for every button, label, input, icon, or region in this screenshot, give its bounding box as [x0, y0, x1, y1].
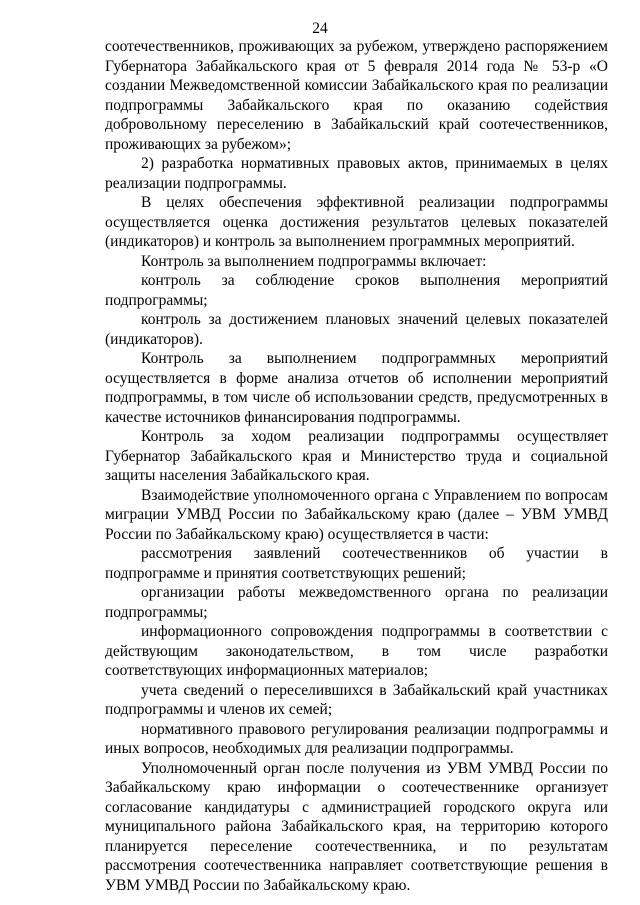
paragraph-efficiency-assessment: В целях обеспечения эффективной реализации подпрограммы осуществляется оценка достижения результатов целевых показателей (индикаторов) и контроль за выполнением программных мероприятий. [105, 194, 608, 250]
paragraph-control-governor: Контроль за ходом реализации подпрограммы осуществляет Губернатор Забайкальского края и Министерство труда и социальной защиты населения Забайкальского края. [105, 428, 608, 484]
paragraph-review-applications: рассмотрения заявлений соотечественников об участии в подпрограмме и принятия соответствующих решений; [105, 545, 608, 582]
paragraph-interaction-migration: Взаимодействие уполномоченного органа с Управлением по вопросам миграции УМВД России по Забайкальскому краю (далее – УВМ УМВД России по Забайкальскому краю) осуществляется в части: [105, 486, 608, 543]
paragraph-regulation: нормативного правового регулирования реализации подпрограммы и иных вопросов, необходимых для реализации подпрограммы. [105, 720, 608, 757]
paragraph-commission-approval: соотечественников, проживающих за рубежом, утверждено распоряжением Губернатора Забайкальского края от 5 февраля 2014 года № 53-р «О создании Межведомственной комиссии Забайкальского края по реализации подпрограммы Забайкальского края по оказанию содействия добровольному переселению в Забайкальский край соотечественников, проживающих за рубежом»; [105, 38, 608, 153]
document-body [105, 37, 608, 895]
paragraph-interagency-work: организации работы межведомственного органа по реализации подпрограммы; [105, 584, 608, 621]
paragraph-authorized-body: Уполномоченный орган после получения из УВМ УМВД России по Забайкальскому краю информации о соотечественнике организует согласование кандидатуры с администрацией городского округа или муниципального района Забайкальского края, на территорию которого планируется переселение соотечественника, и по результатам рассмотрения соотечественника направляет соответствующие решения в УВМ УМВД России по Забайкальскому краю. [105, 759, 608, 894]
paragraph-control-form: Контроль за выполнением подпрограммных мероприятий осуществляется в форме анализа отчетов об исполнении мероприятий подпрограммы, в том числе об использовании средств, предусмотренных в качестве источников финансирования подпрограммы. [105, 350, 608, 426]
paragraph-control-targets: контроль за достижением плановых значений целевых показателей (индикаторов). [105, 311, 608, 348]
page-number: 24 [312, 20, 328, 37]
paragraph-records-accounting: учета сведений о переселившихся в Забайкальский край участниках подпрограммы и членов их семей; [105, 681, 608, 718]
paragraph-control-deadlines: контроль за соблюдение сроков выполнения мероприятий подпрограммы; [105, 272, 608, 309]
paragraph-control-includes: Контроль за выполнением подпрограммы включает: [141, 252, 487, 270]
paragraph-information-support: информационного сопровождения подпрограммы в соответствии с действующим законодательством, в том числе разработки соответствующих информационных материалов; [105, 623, 608, 679]
paragraph-legal-acts: 2) разработка нормативных правовых актов, принимаемых в целях реализации подпрограммы. [105, 155, 608, 192]
